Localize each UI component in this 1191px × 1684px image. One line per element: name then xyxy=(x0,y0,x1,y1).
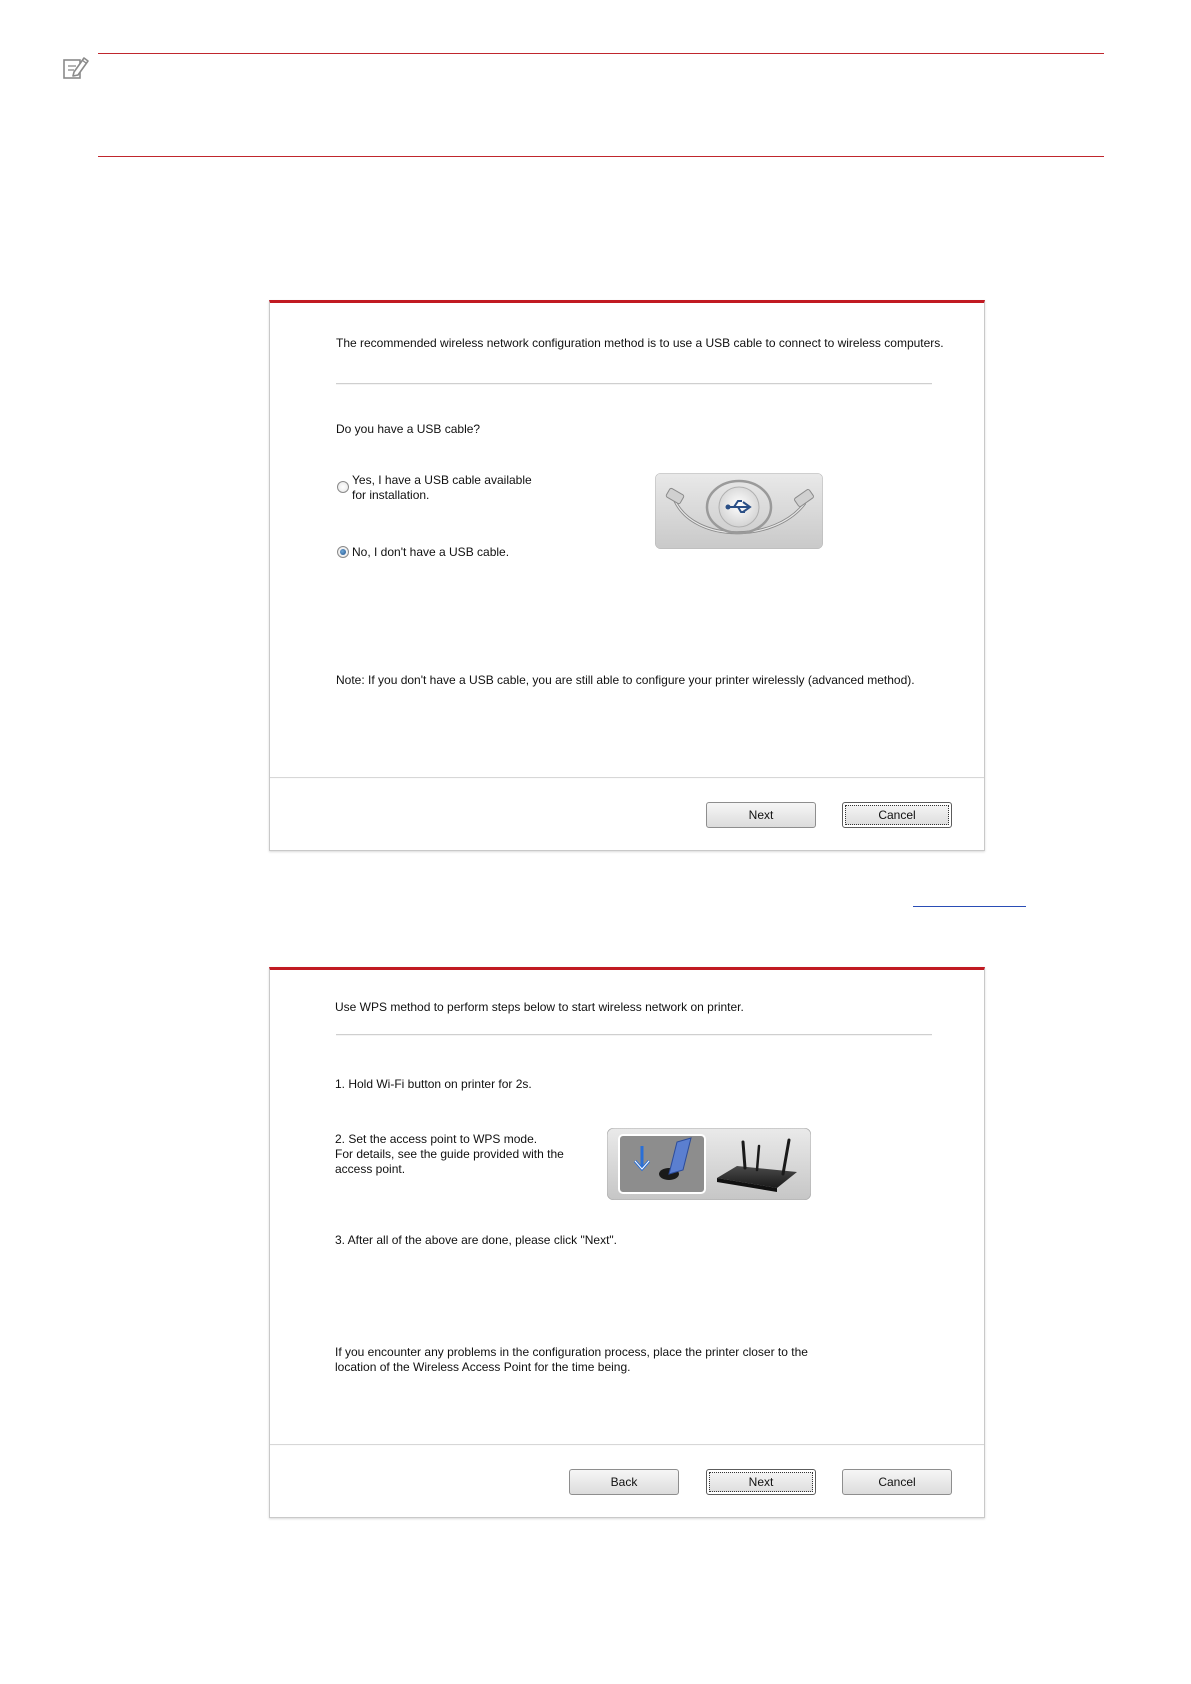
cancel-button[interactable]: Cancel xyxy=(842,802,952,828)
link-underline[interactable] xyxy=(913,906,1026,907)
usb-cable-icon xyxy=(655,473,823,549)
next-button[interactable]: Next xyxy=(706,802,816,828)
next-button[interactable]: Next xyxy=(706,1469,816,1495)
dialog-header-text: Use WPS method to perform steps below to start wireless network on printer. xyxy=(335,1000,744,1014)
header-separator xyxy=(336,1034,932,1036)
header-separator xyxy=(336,383,932,385)
radio-no-usb[interactable] xyxy=(337,546,349,558)
radio-yes-label[interactable]: Yes, I have a USB cable available for installation. xyxy=(352,473,532,502)
dialog-header-text: The recommended wireless network configuration method is to use a USB cable to connect to wireless computers. xyxy=(336,336,944,350)
note-bottom-rule xyxy=(98,156,1104,157)
wps-router-icon xyxy=(607,1128,811,1200)
wps-problem-text: If you encounter any problems in the configuration process, place the printer closer to the location of the Wireless Access Point for the time being. xyxy=(335,1345,808,1374)
usb-question: Do you have a USB cable? xyxy=(336,422,481,436)
usb-cable-dialog xyxy=(269,300,985,851)
wps-step-2-details: For details, see the guide provided with the access point. xyxy=(335,1147,564,1176)
radio-no-label[interactable]: No, I don't have a USB cable. xyxy=(352,545,510,559)
cancel-button[interactable]: Cancel xyxy=(842,1469,952,1495)
back-button[interactable]: Back xyxy=(569,1469,679,1495)
note-top-rule xyxy=(98,53,1104,54)
note-pencil-icon xyxy=(62,54,90,82)
usb-note-text: Note: If you don't have a USB cable, you are still able to configure your printer wirelessly (advanced method). xyxy=(336,673,915,687)
wps-dialog xyxy=(269,967,985,1518)
wps-step-3: 3. After all of the above are done, please click "Next". xyxy=(335,1233,618,1247)
wps-step-1: 1. Hold Wi-Fi button on printer for 2s. xyxy=(335,1077,532,1091)
radio-yes-usb[interactable] xyxy=(337,481,349,493)
footer-separator xyxy=(270,1444,984,1446)
wps-step-2: 2. Set the access point to WPS mode. xyxy=(335,1132,538,1146)
footer-separator xyxy=(270,777,984,779)
